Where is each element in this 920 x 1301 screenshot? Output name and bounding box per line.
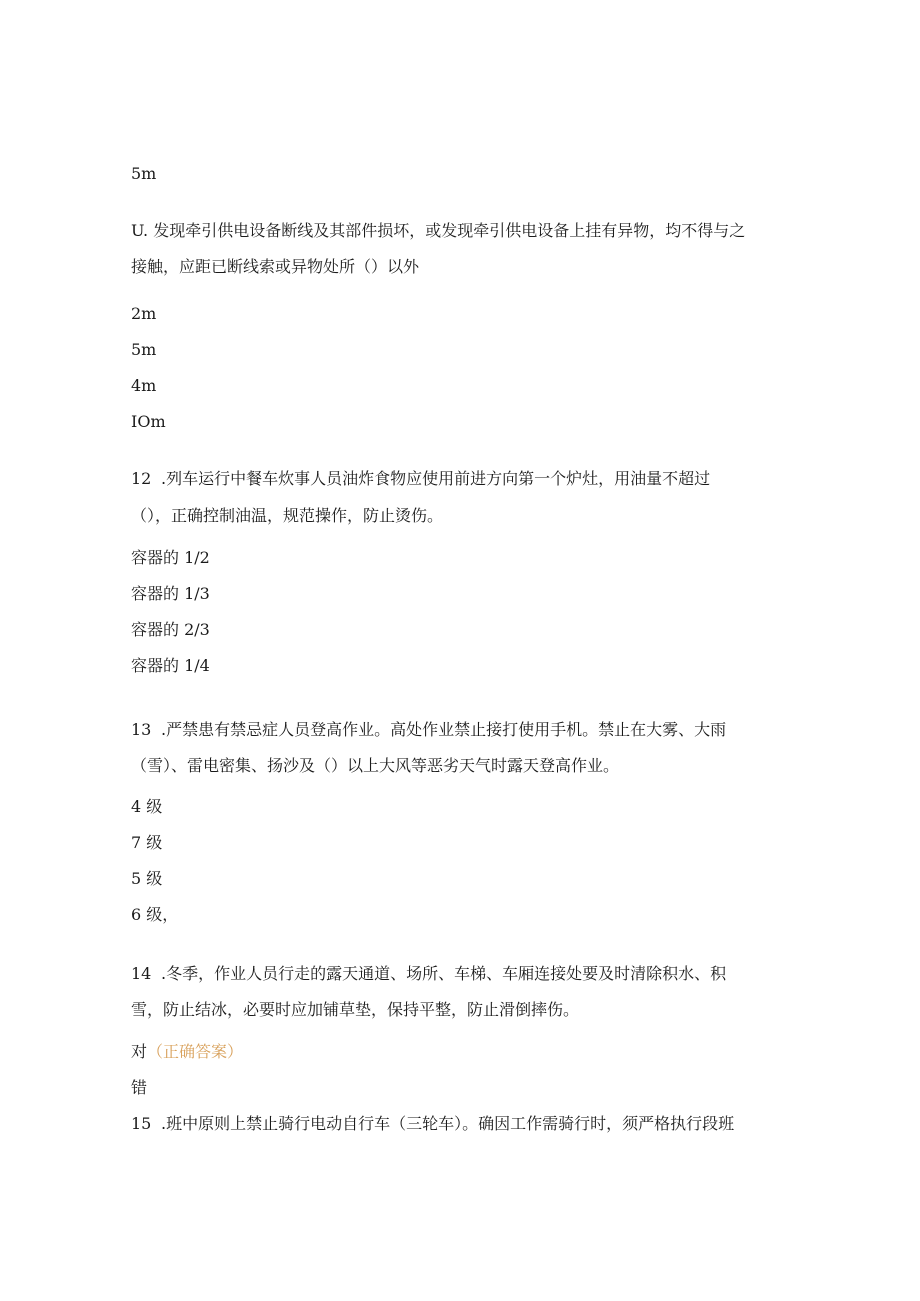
question-14-text: .冬季，作业人员行走的露天通道、场所、车梯、车厢连接处要及时清除积水、积	[161, 964, 727, 983]
question-11-option-b: 5m	[131, 340, 157, 359]
question-14-number: 14	[131, 964, 152, 983]
question-12-option-b: 容器的 1/3	[131, 584, 210, 603]
question-11-line1	[131, 220, 745, 242]
question-13-number: 13	[131, 720, 152, 739]
question-11-line2: 接触，应距已断线索或异物处所（）以外	[131, 257, 420, 276]
question-12-option-c: 容器的 2/3	[131, 620, 210, 639]
question-11-option-d: IOm	[131, 412, 166, 431]
question-15-line1	[131, 1113, 734, 1135]
question-11-text: 发现牵引供电设备断线及其部件损坏，或发现牵引供电设备上挂有异物，均不得与之	[153, 221, 746, 240]
question-14-option-false: 错	[131, 1078, 148, 1097]
question-11-option-c: 4m	[131, 376, 157, 395]
option-true-label: 对	[131, 1042, 148, 1061]
question-13-line1	[131, 719, 726, 741]
question-13-option-b: 7 级	[131, 833, 163, 852]
question-12-line1	[131, 468, 710, 490]
option-prev-5m: 5m	[131, 164, 157, 183]
question-12-text: .列车运行中餐车炊事人员油炸食物应使用前进方向第一个炉灶，用油量不超过	[161, 469, 711, 488]
question-14-option-true	[131, 1041, 243, 1063]
question-11-number: U.	[131, 221, 149, 240]
question-13-text: .严禁患有禁忌症人员登高作业。高处作业禁止接打使用手机。禁止在大雾、大雨	[161, 720, 727, 739]
question-14-line1	[131, 963, 726, 985]
question-14-line2: 雪，防止结冰，必要时应加铺草垫，保持平整，防止滑倒摔伤。	[131, 1000, 580, 1019]
question-13-line2: （雪）、雷电密集、扬沙及（）以上大风等恶劣天气时露天登高作业。	[131, 756, 620, 775]
question-11-option-a: 2m	[131, 304, 157, 323]
question-13-option-c: 5 级	[131, 869, 163, 888]
correct-answer-note: （正确答案）	[147, 1042, 244, 1061]
question-12-option-d: 容器的 1/4	[131, 656, 210, 675]
question-13-option-d: 6 级，	[131, 905, 179, 924]
question-12-number: 12	[131, 469, 152, 488]
question-13-option-a: 4 级	[131, 797, 163, 816]
question-12-line2: （），正确控制油温，规范操作，防止烫伤。	[131, 506, 444, 525]
question-15-text: .班中原则上禁止骑行电动自行车（三轮车）。确因工作需骑行时，须严格执行段班	[161, 1114, 735, 1133]
question-12-option-a: 容器的 1/2	[131, 548, 210, 567]
question-15-number: 15	[131, 1114, 152, 1133]
